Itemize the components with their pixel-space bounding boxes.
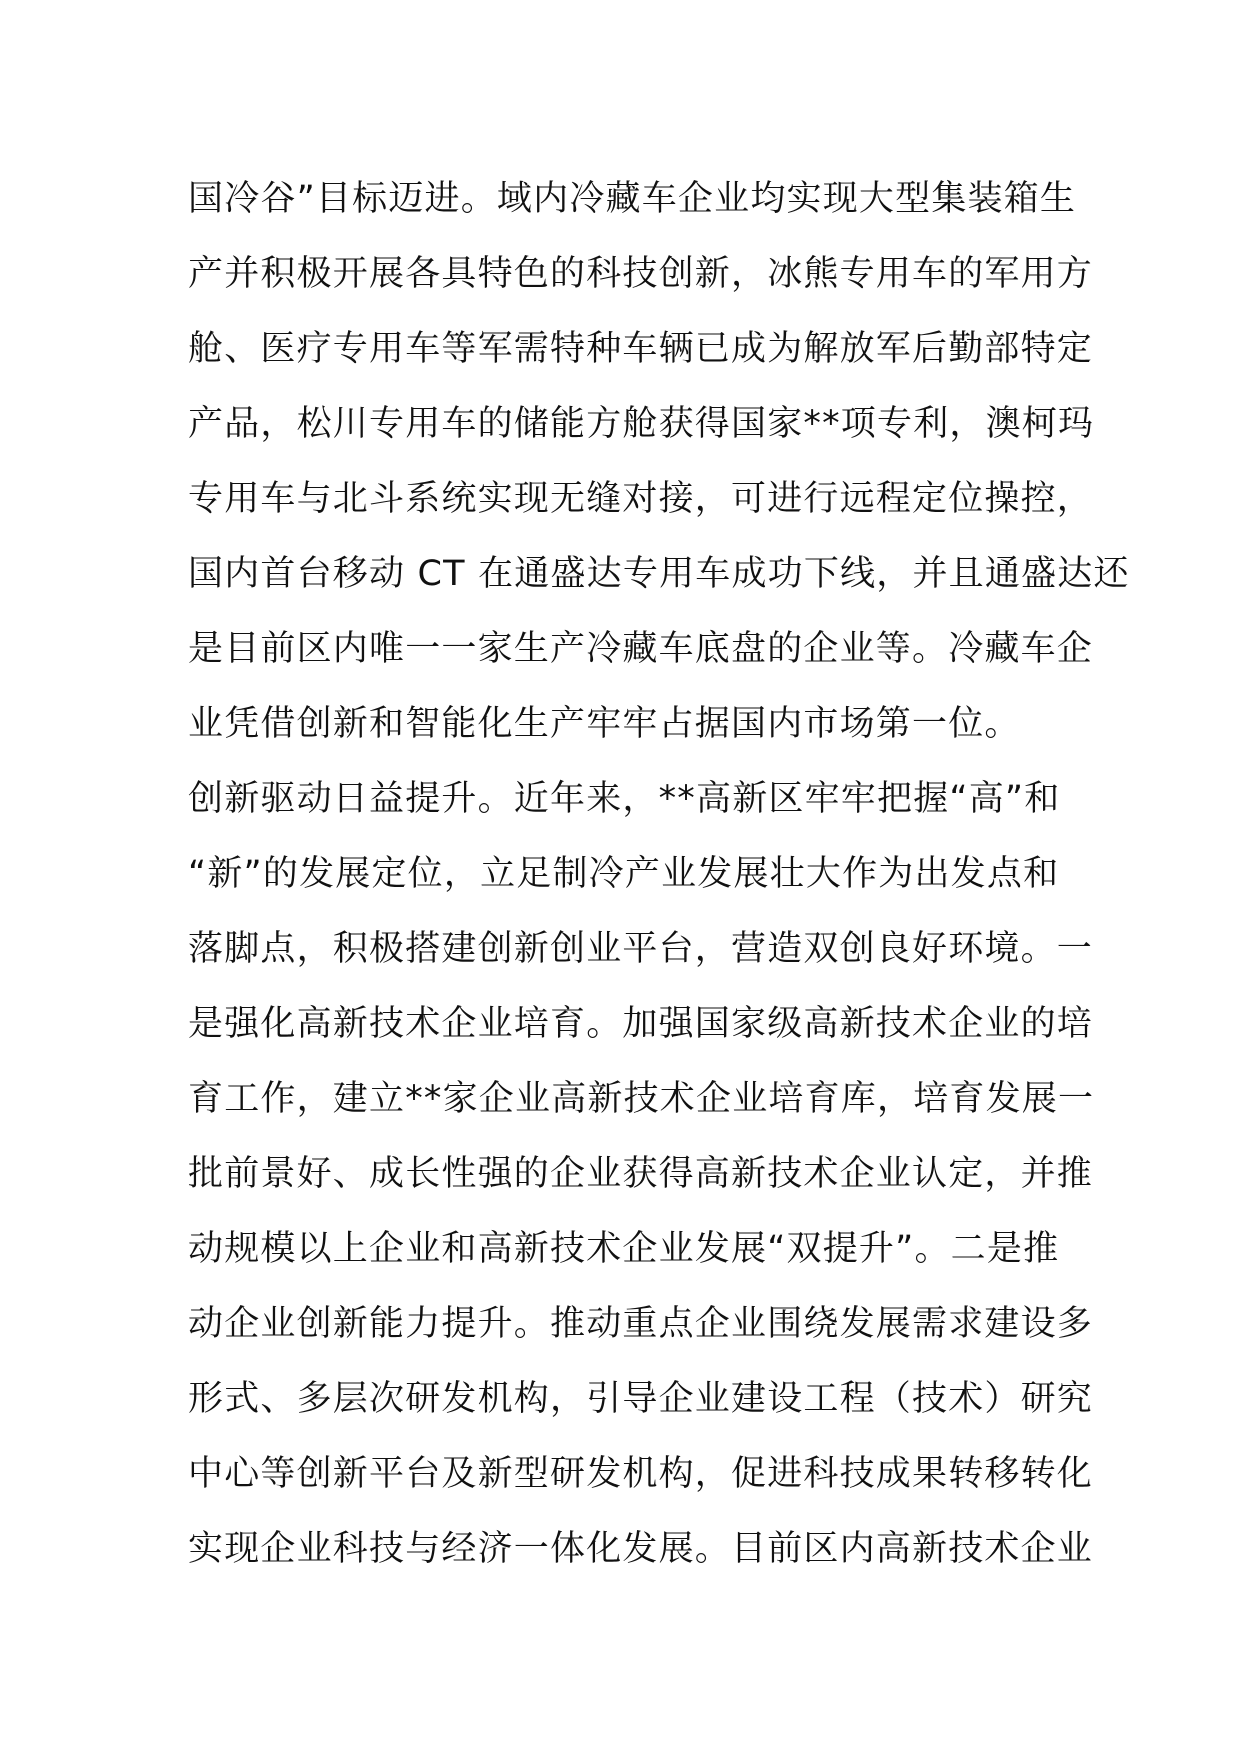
- document-page: [188, 162, 1130, 1587]
- text-line: 动规模以上企业和高新技术企业发展“双提升”。二是推: [188, 1229, 1060, 1269]
- text-line: 动企业创新能力提升。推动重点企业围绕发展需求建设多: [188, 1304, 1094, 1344]
- paragraph-1: [188, 162, 1130, 762]
- text-line: 形式、多层次研发机构，引导企业建设工程（技术）研究: [188, 1379, 1094, 1419]
- text-line: 育工作，建立**家企业高新技术企业培育库，培育发展一: [188, 1079, 1095, 1119]
- text-line: 批前景好、成长性强的企业获得高新技术企业认定，并推: [188, 1154, 1094, 1194]
- text-line: 业凭借创新和智能化生产牢牢占据国内市场第一位。: [188, 704, 1021, 744]
- text-line: 专用车与北斗系统实现无缝对接，可进行远程定位操控，: [188, 479, 1094, 519]
- paragraph-2: [188, 762, 1095, 1587]
- text-line: 落脚点，积极搭建创新创业平台，营造双创良好环境。一: [188, 929, 1094, 969]
- text-line: 实现企业科技与经济一体化发展。目前区内高新技术企业: [188, 1529, 1094, 1569]
- text-line: 国内首台移动 CT 在通盛达专用车成功下线，并且通盛达还: [188, 554, 1130, 594]
- text-line: 是强化高新技术企业培育。加强国家级高新技术企业的培: [188, 1004, 1094, 1044]
- text-line: 产并积极开展各具特色的科技创新，冰熊专用车的军用方: [188, 254, 1094, 294]
- text-line: 中心等创新平台及新型研发机构，促进科技成果转移转化: [188, 1454, 1094, 1494]
- text-line: “新”的发展定位，立足制冷产业发展壮大作为出发点和: [188, 854, 1060, 894]
- text-line: 舱、医疗专用车等军需特种车辆已成为解放军后勤部特定: [188, 329, 1094, 369]
- text-line: 创新驱动日益提升。近年来，**高新区牢牢把握“高”和: [188, 779, 1061, 819]
- text-line: 产品，松川专用车的储能方舱获得国家**项专利，澳柯玛: [188, 404, 1095, 444]
- text-line: 是目前区内唯一一家生产冷藏车底盘的企业等。冷藏车企: [188, 629, 1094, 669]
- text-line: 国冷谷”目标迈进。域内冷藏车企业均实现大型集装箱生: [188, 179, 1077, 219]
